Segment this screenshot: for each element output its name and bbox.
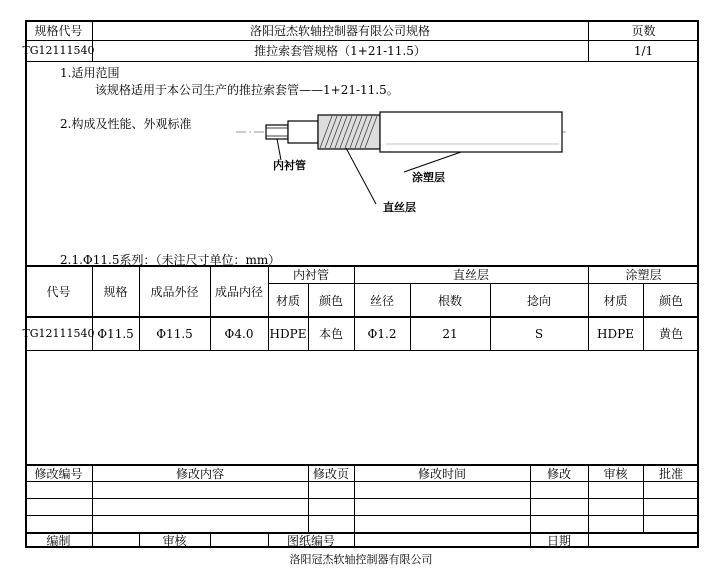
group-wire-header: 直丝层	[452, 268, 489, 282]
rev-review-header: 审核	[603, 466, 628, 481]
col-od-header: 成品外径	[150, 284, 199, 299]
section1-title: 1.适用范围	[60, 66, 120, 80]
rule	[354, 533, 355, 548]
label-coating: 涂塑层	[412, 171, 445, 184]
col-coat-color-header: 颜色	[658, 293, 683, 308]
rule	[25, 515, 699, 516]
col-spec-header: 规格	[103, 284, 128, 299]
label-inner-liner: 内衬管	[273, 159, 306, 172]
cell-code: TG12111540	[22, 327, 95, 340]
rule	[92, 533, 93, 548]
cell-coat-material: HDPE	[597, 326, 634, 341]
rule	[25, 61, 699, 62]
col-liner-material-header: 材质	[275, 293, 300, 308]
col-liner-color-header: 颜色	[318, 293, 343, 308]
col-coat-material-header: 材质	[603, 293, 628, 308]
group-liner-header: 内衬管	[292, 268, 329, 282]
rev-content-header: 修改内容	[175, 466, 224, 481]
code-label: 规格代号	[34, 23, 83, 38]
col-wire-dia-header: 丝径	[369, 293, 394, 308]
cell-lay: S	[534, 326, 544, 341]
col-id-header: 成品内径	[214, 284, 263, 299]
section1-text: 该规格适用于本公司生产的推拉索套管——1+21-11.5。	[95, 83, 399, 97]
pages-label: 页数	[631, 23, 656, 38]
section2-title: 2.构成及性能、外观标准	[60, 117, 192, 131]
rev-page-header: 修改页	[312, 466, 349, 481]
footer-company: 洛阳冠杰软轴控制器有限公司	[289, 553, 433, 566]
rule	[210, 533, 211, 548]
prepared-label: 编制	[46, 534, 71, 548]
code-value: TG12111540	[22, 44, 95, 57]
cell-spec: Φ11.5	[97, 326, 134, 341]
date-label: 日期	[546, 534, 571, 548]
group-coating-header: 涂塑层	[625, 268, 662, 282]
col-code-header: 代号	[46, 284, 71, 299]
rule	[25, 481, 699, 482]
review-label: 审核	[162, 534, 187, 548]
rule	[25, 350, 699, 351]
col-lay-header: 捻向	[526, 293, 551, 308]
cell-count: 21	[442, 326, 458, 341]
cell-liner-material: HDPE	[269, 326, 307, 341]
rev-modify-header: 修改	[546, 466, 571, 481]
drawing-no-label: 图纸编号	[286, 534, 335, 548]
rev-time-header: 修改时间	[417, 466, 466, 481]
col-count-header: 根数	[437, 293, 462, 308]
company-spec-title: 洛阳冠杰软轴控制器有限公司规格	[249, 23, 430, 38]
rule	[25, 498, 699, 499]
cell-od: Φ11.5	[156, 326, 193, 341]
rule	[25, 532, 699, 534]
cell-wire-dia: Φ1.2	[367, 326, 397, 341]
label-wire-layer: 直丝层	[383, 201, 416, 214]
rule	[588, 533, 589, 548]
spec-title: 推拉索套管规格（1+21-11.5）	[254, 44, 426, 58]
section21-title: 2.1.Φ11.5系列：（未注尺寸单位：mm）	[60, 253, 281, 267]
rev-approve-header: 批准	[658, 466, 683, 481]
pages-value: 1/1	[633, 43, 654, 58]
rev-no-header: 修改编号	[34, 466, 83, 481]
cell-coat-color: 黄色	[658, 327, 683, 341]
cell-liner-color: 本色	[318, 327, 343, 341]
inner-liner-tube	[266, 125, 288, 139]
coating-layer	[380, 112, 562, 152]
cell-id: Φ4.0	[224, 326, 254, 341]
liner-outer	[288, 121, 318, 143]
